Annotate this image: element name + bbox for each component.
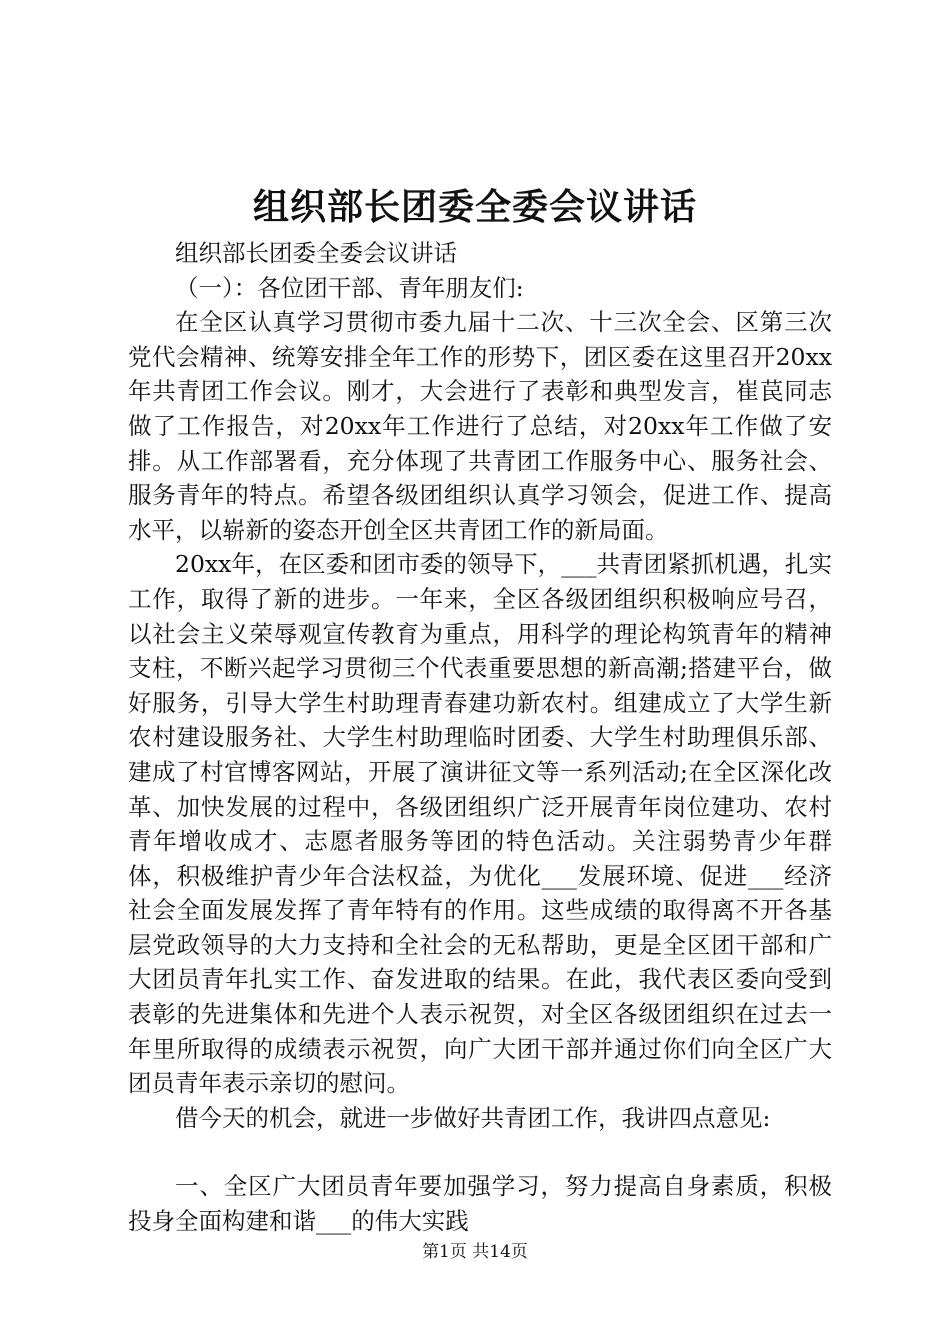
paragraph-subtitle: 组织部长团委全委会议讲话 bbox=[175, 239, 457, 267]
paragraph-transition: 借今天的机会，就进一步做好共青团工作，我讲四点意见: bbox=[175, 1103, 771, 1132]
document-body bbox=[128, 236, 832, 1239]
page-footer: 第1页 共14页 bbox=[422, 1242, 528, 1262]
document-title: 组织部长团委全委会议讲话 bbox=[252, 186, 697, 228]
paragraph-intro: 在全区认真学习贯彻市委九届十二次、十三次全会、区第三次党代会精神、统筹安排全年工作的形势下，团区委在这里召开20xx年共青团工作会议。刚才，大会进行了表彰和典型发言，崔苠同志做了工作报告，对20xx年工作进行了总结，对20xx年工作做了安排。从工作部署看，充分体现了共青团工作服务中心、服务社会、服务青年的特点。希望各级团组织认真学习领会，促进工作、提高水平，以崭新的姿态开创全区共青团工作的新局面。 bbox=[128, 308, 832, 544]
paragraph-salutation: （一）：各位团干部、青年朋友们: bbox=[175, 273, 524, 302]
paragraph-achievements: 20xx年，在区委和团市委的领导下，___共青团紧抓机遇，扎实工作，取得了新的进步。一年来，全区各级团组织积极响应号召，以社会主义荣辱观宣传教育为重点，用科学的理论构筑青年的精神支柱，不断兴起学习贯彻三个代表重要思想的新高潮;搭建平台，做好服务，引导大学生村助理青春建功新农村。组建成立了大学生新农村建设服务社、大学生村助理临时团委、大学生村助理俱乐部、建成了村官博客网站，开展了演讲征文等一系列活动;在全区深化改革、加快发展的过程中，各级团组织广泛开展青年岗位建功、农村青年增收成才、志愿者服务等团的特色活动。关注弱势青少年群体，积极维护青少年合法权益，为优化___发展环境、促进___经济社会全面发展发挥了青年特有的作用。这些成绩的取得离不开各基层党政领导的大力支持和全社会的无私帮助，更是全区团干部和广大团员青年扎实工作、奋发进取的结果。在此，我代表区委向受到表彰的先进集体和先进个人表示祝贺，对全区各级团组织在过去一年里所取得的成绩表示祝贺，向广大团干部并通过你们向全区广大团员青年表示亲切的慰问。 bbox=[128, 550, 832, 1098]
paragraph-section-one: 一、全区广大团员青年要加强学习，努力提高自身素质，积极投身全面构建和谐___的伟大实践 bbox=[128, 1172, 832, 1236]
